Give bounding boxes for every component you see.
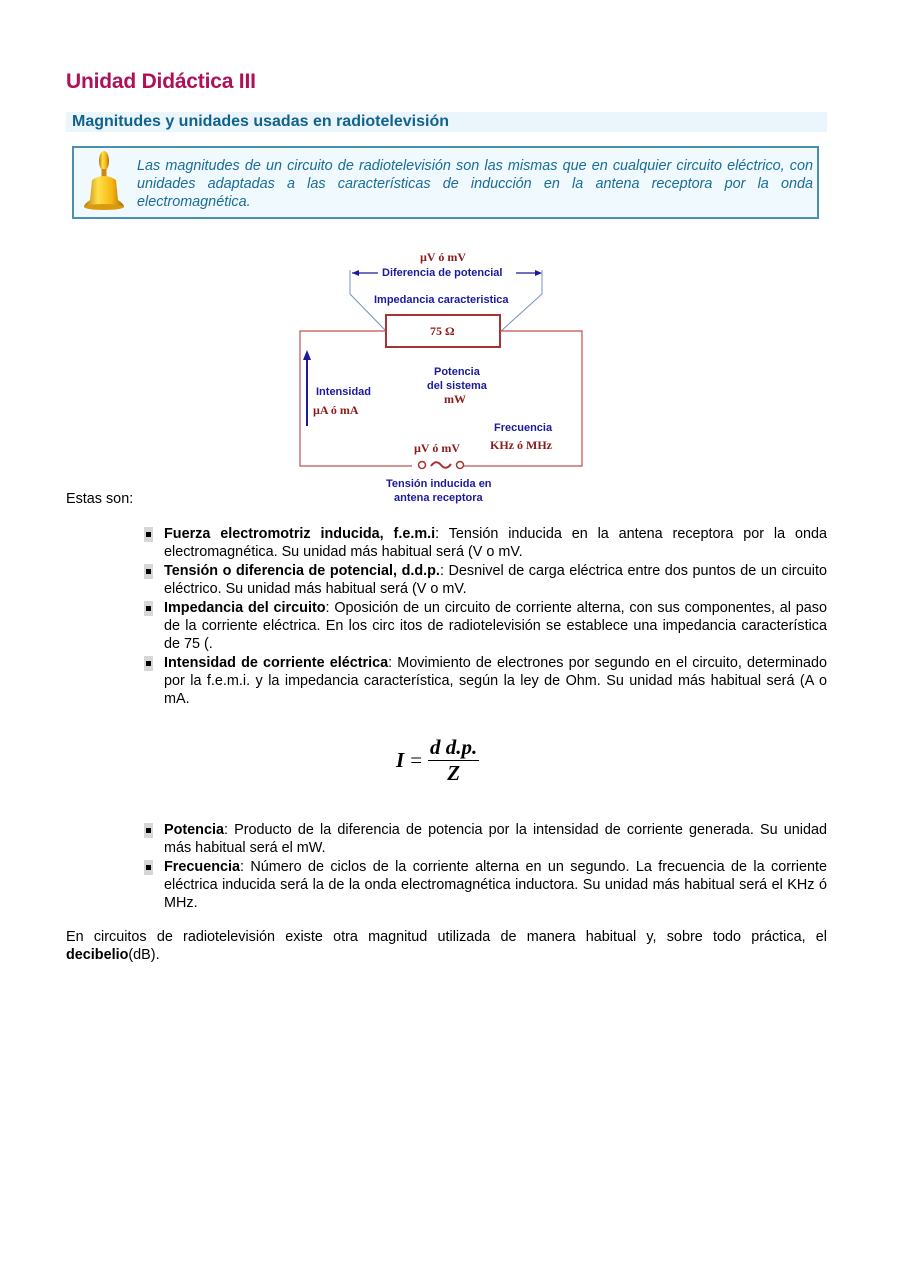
diagram-power-unit: mW <box>444 392 466 406</box>
diagram-impedance-value: 75 Ω <box>430 324 455 338</box>
list-item: Fuerza electromotriz inducida, f.e.m.i: Tensión inducida en la antena receptora por la onda electromagnética. Su unidad más habitual será (V o mV. <box>144 525 827 561</box>
diagram-current-unit: µA ó mA <box>313 403 359 417</box>
note-text: Las magnitudes de un circuito de radiotelevisión son las mismas que en cualquier circuito eléctrico, con unidades adaptadas a las características de inducción en la antena receptora por la onda electromagnética. <box>137 158 813 210</box>
page-title: Unidad Didáctica III <box>66 70 256 93</box>
circuit-diagram <box>284 244 606 516</box>
note-box <box>72 146 819 219</box>
diagram-source-label-1: Tensión inducida en <box>386 478 492 490</box>
diagram-top-unit: µV ó mV <box>420 250 467 264</box>
magnitudes-list <box>144 525 827 709</box>
list-item: Intensidad de corriente eléctrica: Movimiento de electrones por segundo en el circuito, determinado por la f.e.m.i. y la impedancia característica, según la ley de Ohm. Su unidad más habitual será (A o mA. <box>144 654 827 708</box>
list-item: Frecuencia: Número de ciclos de la corriente alterna en un segundo. La frecuencia de la corriente eléctrica inducida será la de la onda electromagnética inductora. Su unidad más habitual será el KHz ó MHz. <box>144 858 827 912</box>
diagram-power-label-2: del sistema <box>427 380 487 392</box>
ohm-formula: I = $\frac{\text{d d.p.}}{Z}$ <box>396 735 478 785</box>
bullet-icon <box>144 601 153 616</box>
list-item: Potencia: Producto de la diferencia de potencia por la intensidad de corriente generada. Su unidad más habitual será el mW. <box>144 821 827 857</box>
magnitudes-list-2 <box>144 821 827 913</box>
bullet-icon <box>144 656 153 671</box>
diagram-frequency-label: Frecuencia <box>494 422 553 434</box>
intro-text: Estas son: <box>66 491 134 507</box>
list-item: Impedancia del circuito: Oposición de un circuito de corriente alterna, con sus componentes, al paso de la corriente eléctrica. En los circ itos de radiotelevisión se establece una impedancia característica de 75 (. <box>144 599 827 653</box>
bell-icon <box>82 150 126 212</box>
diagram-frequency-unit: KHz ó MHz <box>490 438 552 452</box>
diagram-source-unit: µV ó mV <box>414 441 461 455</box>
diagram-impedance-label: Impedancia caracteristica <box>374 294 509 306</box>
section-title: Magnitudes y unidades usadas en radiotelevisión <box>72 113 449 130</box>
bullet-icon <box>144 860 153 875</box>
diagram-current-label: Intensidad <box>316 386 372 398</box>
diagram-source-label-2: antena receptora <box>394 492 483 504</box>
list-item: Tensión o diferencia de potencial, d.d.p.: Desnivel de carga eléctrica entre dos puntos de un circuito eléctrico. Su unidad más habitual será (V o mV. <box>144 562 827 598</box>
closing-paragraph: En circuitos de radiotelevisión existe otra magnitud utilizada de manera habitual y, sobre todo práctica, el decibelio(dB). <box>66 929 827 963</box>
bullet-icon <box>144 823 153 838</box>
bullet-icon <box>144 564 153 579</box>
diagram-ddp-label: Diferencia de potencial <box>382 267 503 279</box>
diagram-power-label-1: Potencia <box>434 366 480 378</box>
bullet-icon <box>144 527 153 542</box>
